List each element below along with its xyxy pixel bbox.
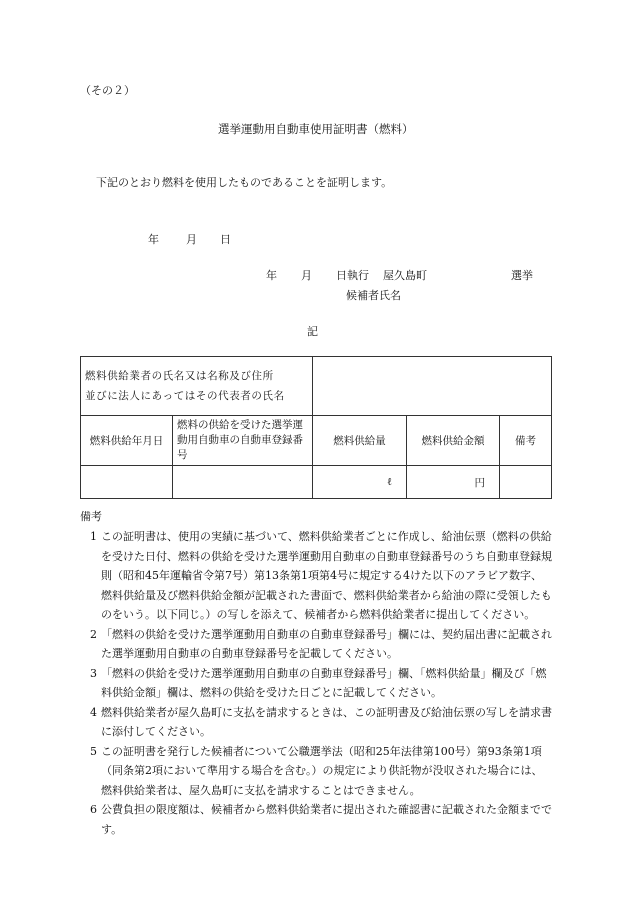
note-number: 1 bbox=[90, 530, 97, 543]
note-item bbox=[80, 800, 552, 839]
election-held-day: 日執行 bbox=[336, 269, 369, 282]
note-text: この証明書を発行した候補者について公職選挙法（昭和25年法律第100号）第93条第1項（同条第2項において準用する場合を含む。）の規定により供託物が没収された場合には、燃料供給業者は、屋久島町に支払を請求することはできません。 bbox=[101, 744, 543, 797]
record-mark: 記 bbox=[307, 325, 318, 338]
election-month: 月 bbox=[301, 269, 312, 282]
note-text: 燃料供給業者が屋久島町に支払を請求するときは、この証明書及び給油伝票の写しを請求書に添付してください。 bbox=[101, 705, 552, 738]
note-item bbox=[80, 742, 552, 801]
supplier-label-line1: 燃料供給業者の氏名又は名称及び住所 bbox=[85, 370, 274, 382]
note-item bbox=[80, 664, 552, 703]
header-fuel-quantity: 燃料供給量 bbox=[313, 416, 407, 466]
table-row bbox=[81, 466, 552, 499]
candidate-name-label: 候補者氏名 bbox=[346, 289, 401, 302]
note-item bbox=[80, 527, 552, 625]
page-title: 選挙運動用自動車使用証明書（燃料） bbox=[218, 122, 414, 136]
header-supply-date: 燃料供給年月日 bbox=[81, 416, 173, 466]
supplier-label-cell bbox=[81, 357, 313, 416]
supplier-label-line2: 並びに法人にあってはその代表者の氏名 bbox=[85, 390, 285, 402]
note-item bbox=[80, 625, 552, 664]
cell-remarks[interactable] bbox=[500, 466, 552, 499]
note-text: この証明書は、使用の実績に基づいて、燃料供給業者ごとに作成し、給油伝票（燃料の供給を受けた日付、燃料の供給を受けた選挙運動用自動車の自動車登録番号のうち自動車登録規則（昭和45年運輸省令第7号）第13条第1項第4号に規定する4けた以下のアラビア数字、燃料供給量及び燃料供給金額が記載された書面で、燃料供給業者から給油の際に受領したものをいう。以下同じ。）の写しを添えて、候補者から燃料供給業者に提出してください。 bbox=[101, 530, 552, 621]
election-town: 屋久島町 bbox=[383, 269, 427, 282]
cell-supply-date[interactable] bbox=[81, 466, 173, 499]
date-year: 年 bbox=[148, 233, 159, 246]
note-text: 公費負担の限度額は、候補者から燃料供給業者に提出された確認書に記載された金額までです。 bbox=[101, 803, 552, 836]
date-month: 月 bbox=[186, 233, 197, 246]
election-year: 年 bbox=[266, 269, 277, 282]
yen-unit: 円 bbox=[474, 476, 486, 489]
header-registration-number: 燃料の供給を受けた選挙運動用自動車の自動車登録番号 bbox=[173, 416, 313, 466]
notes-heading: 備考 bbox=[80, 510, 102, 523]
election-label: 選挙 bbox=[511, 269, 533, 282]
note-item bbox=[80, 703, 552, 742]
cell-fuel-amount[interactable] bbox=[407, 466, 500, 499]
header-remarks: 備考 bbox=[500, 416, 552, 466]
note-number: 6 bbox=[90, 803, 97, 816]
cell-registration-number[interactable] bbox=[173, 466, 313, 499]
date-day: 日 bbox=[220, 233, 231, 246]
certification-statement: 下記のとおり燃料を使用したものであることを証明します。 bbox=[96, 176, 393, 189]
header-fuel-amount: 燃料供給金額 bbox=[407, 416, 500, 466]
supplier-row bbox=[81, 357, 552, 416]
note-text: 「燃料の供給を受けた選挙運動用自動車の自動車登録番号」欄、「燃料供給量」欄及び「燃料供給金額」欄は、燃料の供給を受けた日ごとに記載してください。 bbox=[101, 666, 547, 699]
note-text: 「燃料の供給を受けた選挙運動用自動車の自動車登録番号」欄には、契約届出書に記載された選挙運動用自動車の自動車登録番号を記載してください。 bbox=[101, 627, 552, 660]
note-number: 2 bbox=[90, 627, 97, 641]
form-number-label: （その２） bbox=[80, 84, 135, 97]
note-number: 5 bbox=[90, 744, 97, 758]
fuel-supply-table bbox=[80, 356, 552, 499]
notes-section bbox=[80, 508, 552, 839]
cell-fuel-quantity[interactable] bbox=[313, 466, 407, 499]
table-header-row bbox=[81, 416, 552, 466]
note-number: 4 bbox=[90, 705, 97, 719]
note-number: 3 bbox=[90, 666, 97, 680]
supplier-value-cell[interactable] bbox=[313, 357, 552, 416]
liter-unit: ℓ bbox=[386, 476, 393, 488]
